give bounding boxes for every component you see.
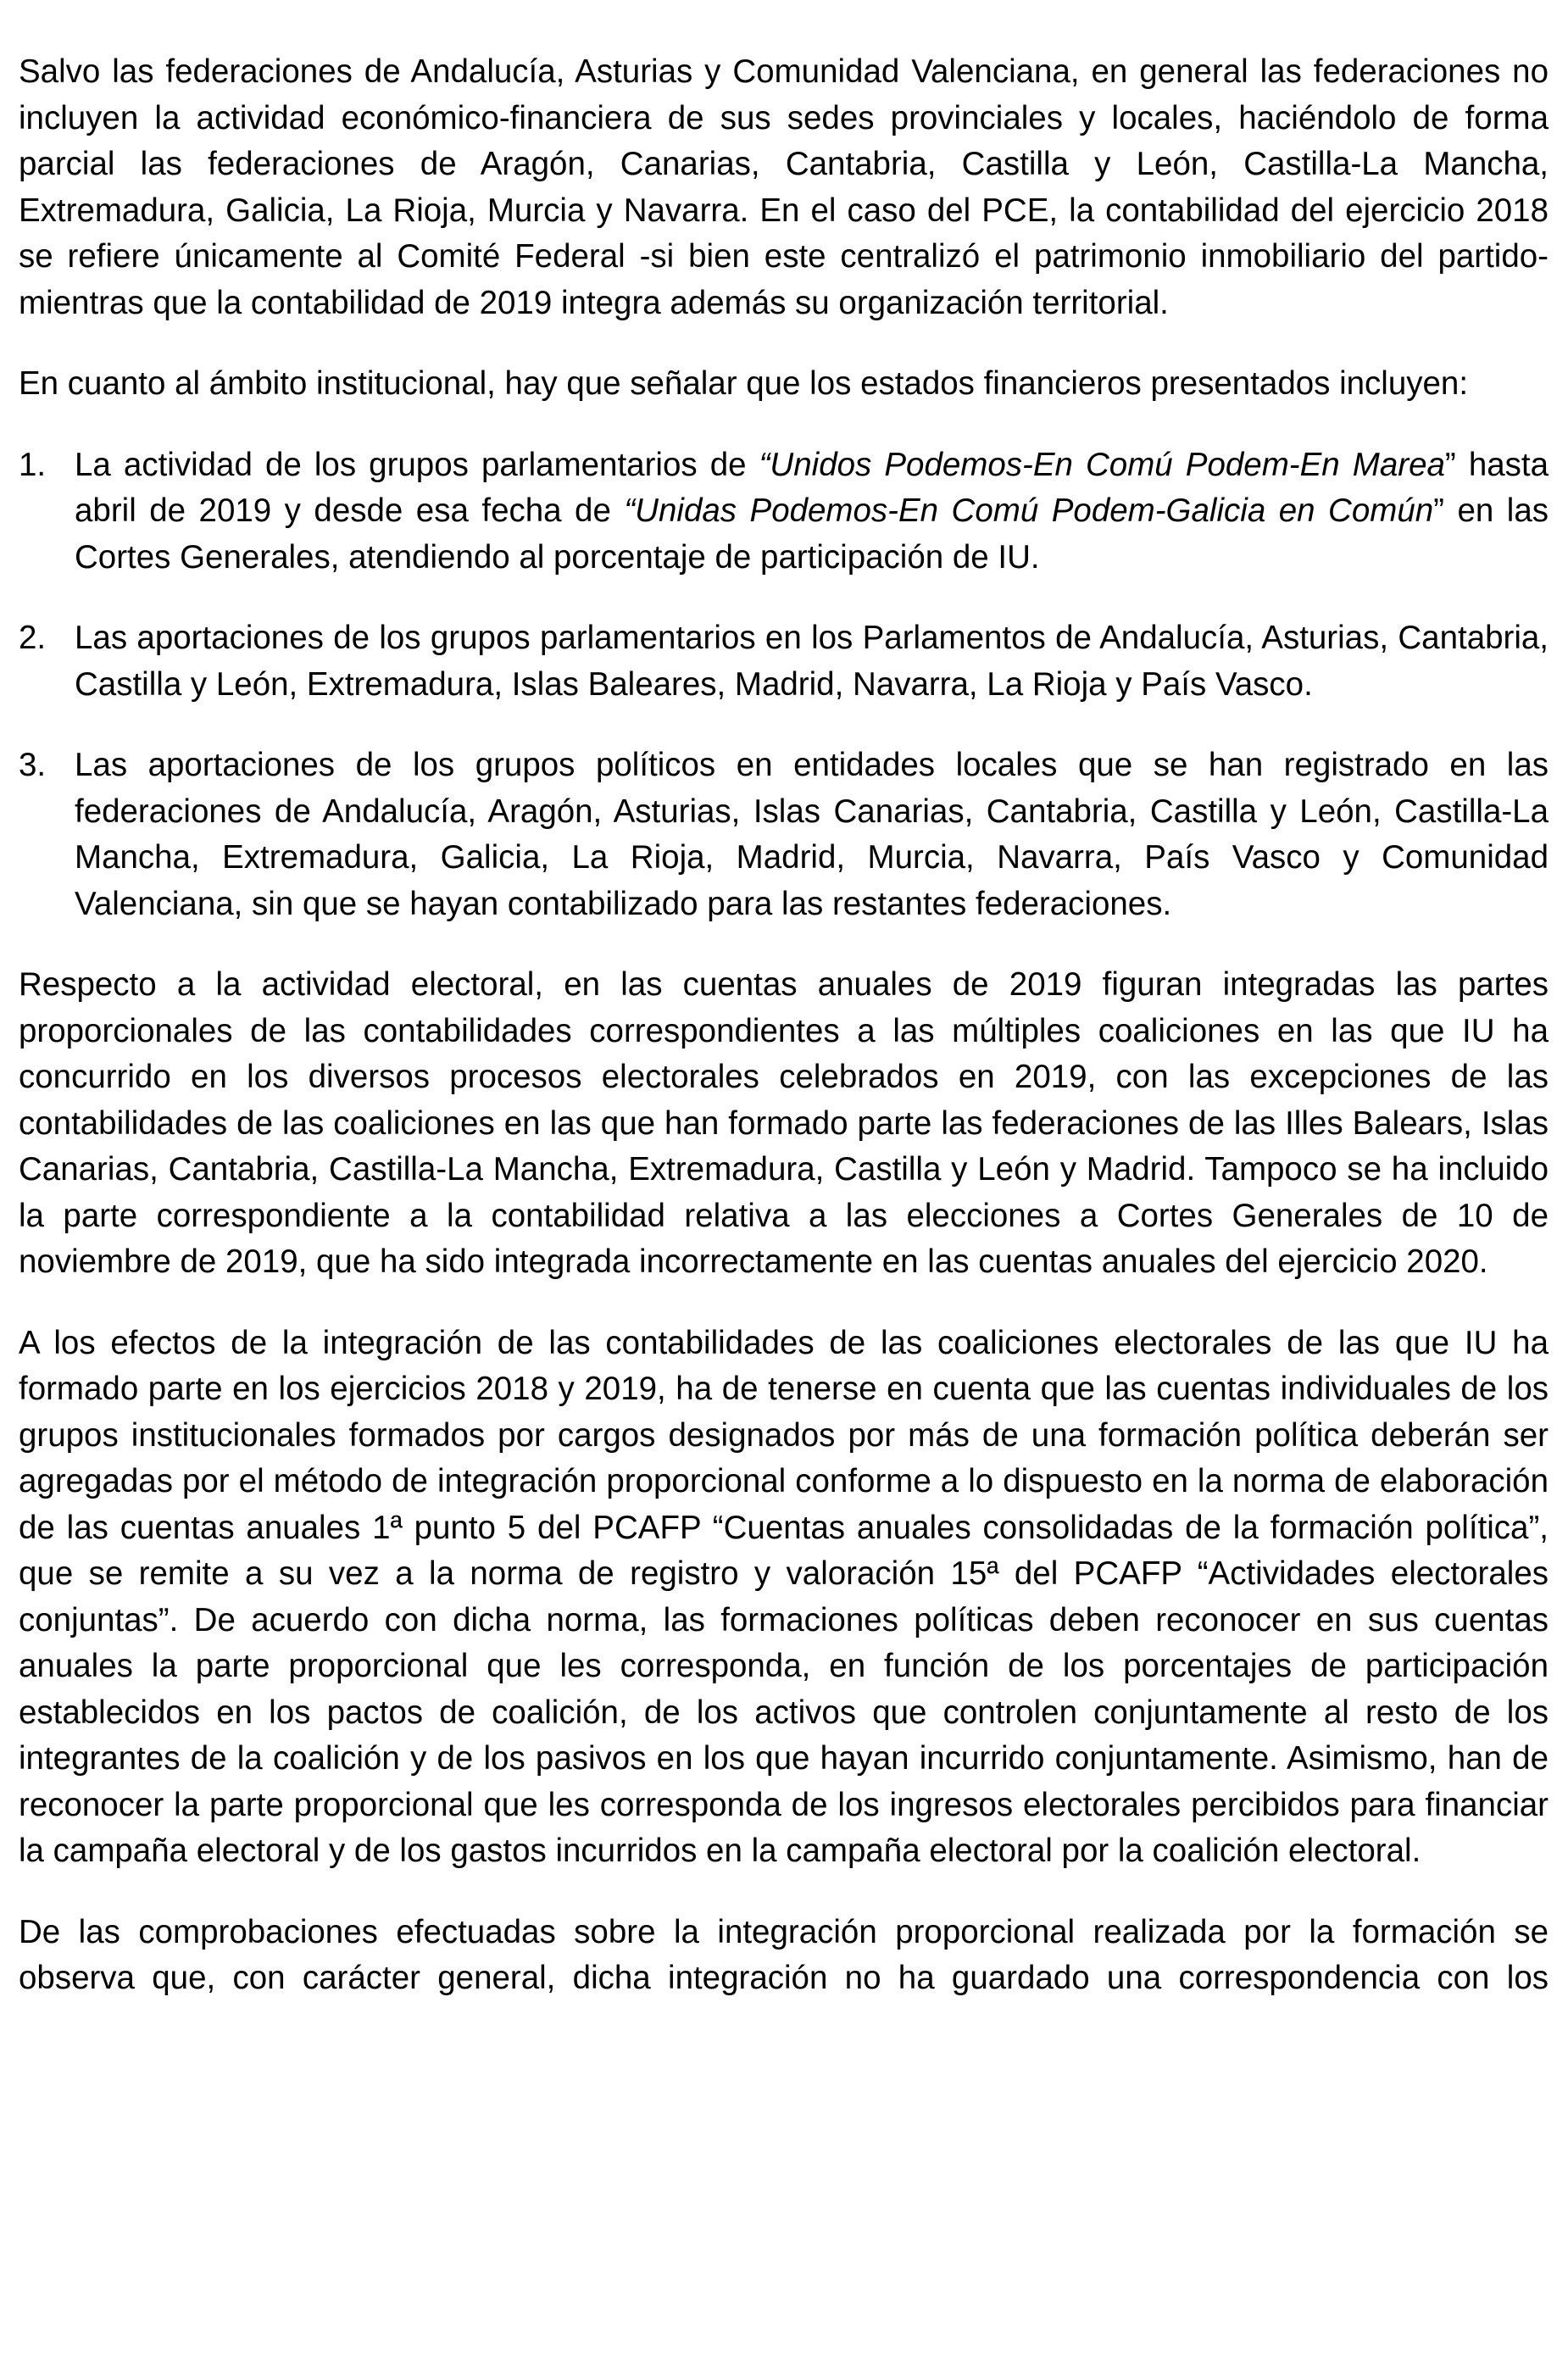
document-page: [19, 49, 1549, 2037]
list-item-text: Las aportaciones de los grupos parlamentarios en los Parlamentos de Andalucía, Asturias, Cantabria, Castilla y León, Extremadura, Islas Baleares, Madrid, Navarra, La Rioja y País Vasco.: [75, 620, 1549, 703]
list-item-text-part: ” hasta abril de 2019 y desde esa fecha de: [75, 446, 1549, 529]
paragraph-ambito-institucional: En cuanto al ámbito institucional, hay que señalar que los estados financieros presentados incluyen:: [19, 365, 1469, 402]
list-item: [19, 442, 1549, 581]
list-item-number: 3.: [19, 747, 47, 783]
paragraph-federaciones: Salvo las federaciones de Andalucía, Asturias y Comunidad Valenciana, en general las federaciones no incluyen la actividad económico-financiera de sus sedes provinciales y locales, haciéndolo de forma parcial las federaciones de Aragón, Canarias, Cantabria, Castilla y León, Castilla-La Mancha, Extremadura, Galicia, La Rioja, Murcia y Navarra. En el caso del PCE, la contabilidad del ejercicio 2018 se refiere únicamente al Comité Federal -si bien este centralizó el patrimonio inmobiliario del partido- mientras que la contabilidad de 2019 integra además su organización territorial.: [19, 53, 1549, 321]
list-item-text: Las aportaciones de los grupos políticos en entidades locales que se han registrado en las federaciones de Andalucía, Aragón, Asturias, Islas Canarias, Cantabria, Castilla y León, Castilla-La Mancha, Extremadura, Galicia, La Rioja, Madrid, Murcia, Navarra, País Vasco y Comunidad Valenciana, sin que se hayan contabilizado para las restantes federaciones.: [75, 747, 1549, 922]
list-item-number: 1.: [19, 446, 47, 483]
paragraph-integracion-coaliciones: A los efectos de la integración de las contabilidades de las coaliciones electorales de las que IU ha formado parte en los ejercicios 2018 y 2019, ha de tenerse en cuenta que las cuentas individuales de los grupos institucionales formados por cargos designados por más de una formación política deberán ser agregadas por el método de integración proporcional conforme a lo dispuesto en la norma de elaboración de las cuentas anuales 1ª punto 5 del PCAFP “Cuentas anuales consolidadas de la formación política”, que se remite a su vez a la norma de registro y valoración 15ª del PCAFP “Actividades electorales conjuntas”. De acuerdo con dicha norma, las formaciones políticas deben reconocer en sus cuentas anuales la parte proporcional que les corresponda, en función de los porcentajes de participación establecidos en los pactos de coalición, de los activos que controlen conjuntamente al resto de los integrantes de la coalición y de los pasivos en los que hayan incurrido conjuntamente. Asimismo, han de reconocer la parte proporcional que les corresponda de los ingresos electorales percibidos para financiar la campaña electoral y de los gastos incurridos en la campaña electoral por la coalición electoral.: [19, 1324, 1549, 1869]
list-item-number: 2.: [19, 620, 47, 656]
list-item-italic-group-name: “Unidos Podemos-En Comú Podem-En Marea: [759, 446, 1445, 483]
list-item-text: [75, 442, 1549, 581]
list-item-text-part: La actividad de los grupos parlamentarios de: [75, 446, 759, 483]
list-item-text-part: ” en las Cortes Generales, atendiendo al porcentaje de participación de IU.: [75, 492, 1549, 576]
list-item: [19, 743, 1549, 927]
list-item: [19, 615, 1549, 708]
numbered-list: [19, 442, 1549, 928]
paragraph-comprobaciones: De las comprobaciones efectuadas sobre la integración proporcional realizada por la formación se observa que, con carácter general, dicha integración no ha guardado una correspondencia con los: [19, 1913, 1549, 1996]
list-item-italic-group-name: “Unidas Podemos-En Comú Podem-Galicia en Común: [624, 492, 1434, 529]
paragraph-actividad-electoral: Respecto a la actividad electoral, en las cuentas anuales de 2019 figuran integradas las partes proporcionales de las contabilidades correspondientes a las múltiples coaliciones en las que IU ha concurrido en los diversos procesos electorales celebrados en 2019, con las excepciones de las contabilidades de las coaliciones en las que han formado parte las federaciones de las Illes Balears, Islas Canarias, Cantabria, Castilla-La Mancha, Extremadura, Castilla y León y Madrid. Tampoco se ha incluido la parte correspondiente a la contabilidad relativa a las elecciones a Cortes Generales de 10 de noviembre de 2019, que ha sido integrada incorrectamente en las cuentas anuales del ejercicio 2020.: [19, 966, 1549, 1280]
